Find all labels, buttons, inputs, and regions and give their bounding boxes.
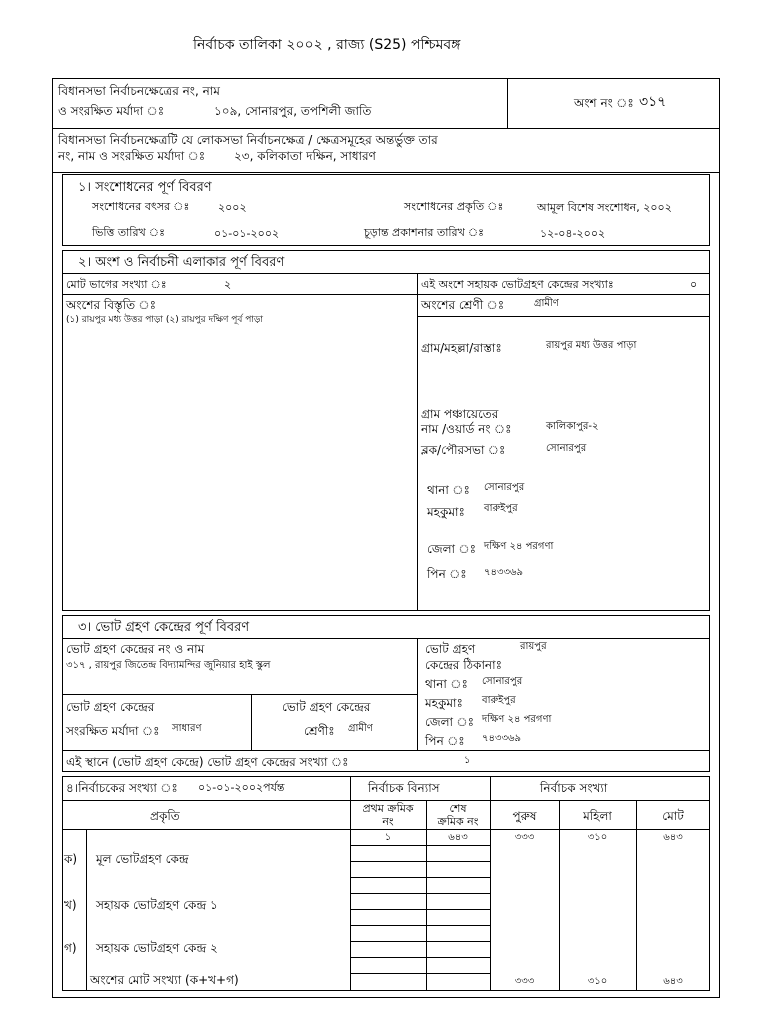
ac-value: ১০৯, সোনারপুর, তপশিলী জাতি [214,104,372,118]
col-last-serial-1: শেষ [449,802,467,815]
ps-category-label-2: শ্রেণীঃ [304,724,335,738]
ps3-district-label: জেলা ঃ [425,715,474,729]
pc-line1: বিধানসভা নির্বাচনক্ষেত্রটি যে লোকসভা নির্বাচনক্ষেত্র / ক্ষেত্রসমূহের অন্তর্ভুক্ত তার [58,133,438,147]
total-total: ৬৪৩ [663,976,683,987]
ps3-subdivision-value: বারুইপুর [482,695,516,706]
section3-heading: ৩। ভোট গ্রহণ কেন্দ্রের পূর্ণ বিবরণ [78,620,250,635]
col-female: মহিলা [583,809,612,823]
ps3-thana-label: থানা ঃ [425,677,468,691]
revision-nature-value: আমূল বিশেষ সংশোধন, ২০০২ [537,201,672,214]
base-date-value: ০১-০১-২০০২ [214,227,280,240]
gp-value: কালিকাপুর-২ [546,421,599,432]
row-female: ৩১০ [587,832,608,843]
distribution-heading: নির্বাচক বিন্যাস [368,781,440,795]
revision-year-label: সংশোধনের বৎসর ঃ [92,200,190,213]
part-label: অংশ নং ঃ [574,96,634,110]
aux-stations-label: এই অংশে সহায়ক ভোটগ্রহণ কেন্দ্রের সংখ্যাঃ [421,278,614,291]
row-label: সহায়ক ভোটগ্রহণ কেন্দ্র ১ [96,898,218,912]
total-parts-value: ২ [224,278,232,291]
ps-count-value: ১ [464,755,471,766]
ps-category-label-1: ভোট গ্রহণ কেন্দ্রের [282,700,371,714]
ps3-pin-value: ৭৪৩৩৬৯ [482,733,521,744]
pc-line2: নং, নাম ও সংরক্ষিত মর্যাদা ঃ [58,149,206,163]
section1-heading: ১। সংশোধনের পূর্ণ বিবরণ [78,180,212,195]
village-label: গ্রাম/মহল্লা/রাস্তাঃ [421,341,502,355]
ps-category-value: গ্রামীণ [348,723,373,734]
row-first-serial: ১ [384,832,392,843]
col-first-serial-2: নং [382,815,394,828]
col-first-serial-1: প্রথম ক্রমিক [362,802,414,815]
section2-box [62,250,710,611]
block-label: ব্লক/পৌরসভা ঃ [421,443,506,457]
ps-reserve-value: সাধারণ [172,723,202,734]
subdivision-label: মহকুমাঃ [427,505,465,519]
row-key: গ) [64,941,77,955]
total-parts-label: মোট ভাগের সংখ্যা ঃ [66,278,167,291]
ps-reserve-label-1: ভোট গ্রহণ কেন্দ্রের [66,700,155,714]
village-value: রায়পুর মধ্য উত্তর পাড়া [546,340,637,351]
ps-number-name-label: ভোট গ্রহণ কেন্দ্রের নং ও নাম [66,642,205,656]
subdivision-value: বারুইপুর [484,503,518,514]
ps3-pin-label: পিন ঃ [425,734,465,748]
part-category-value: গ্রামীণ [534,298,559,309]
total-female: ৩১০ [587,976,608,987]
row-male: ৩৩৩ [514,832,535,843]
revision-nature-label: সংশোধনের প্রকৃতি ঃ [404,200,504,213]
row-label: সহায়ক ভোটগ্রহণ কেন্দ্র ২ [96,941,218,955]
ps-value: সোনারপুর [484,482,525,493]
col-nature: প্রকৃতি [150,809,180,823]
final-publication-label: চূড়ান্ত প্রকাশনার তারিখ ঃ [364,226,485,239]
ps3-subdivision-label: মহকুমাঃ [425,696,463,710]
row-key: ক) [64,852,78,866]
ps3-district-value: দক্ষিণ ২৪ পরগণা [482,714,552,725]
ps-reserve-label-2: সংরক্ষিত মর্যাদা ঃ [66,724,160,738]
pin-label: পিন ঃ [427,567,467,581]
aux-stations-value: ০ [690,278,698,291]
gp-label-1: গ্রাম পঞ্চায়েতের [421,407,499,421]
block-value: সোনারপুর [546,443,587,454]
final-publication-value: ১২-০৪-২০০২ [540,227,606,240]
col-total: মোট [662,809,684,823]
row-last-serial: ৬৪৩ [448,832,468,843]
ac-reserve-label: ও সংরক্ষিত মর্যাদা ঃ [58,104,165,118]
part-extent-value: (১) রায়পুর মধ্য উত্তর পাড়া (২) রায়পুর দক্ষিণ পূর্ব পাড়া [66,315,264,325]
ps-address-label-1: ভোট গ্রহণ [425,642,476,656]
ac-label: বিধানসভা নির্বাচনক্ষেত্রের নং, নাম [58,84,220,98]
pin-value: ৭৪৩৩৬৯ [484,567,523,578]
section2-heading: ২। অংশ ও নির্বাচনী এলাকার পূর্ণ বিবরণ [78,255,285,270]
part-extent-label: অংশের বিস্তৃতি ঃ [66,298,157,312]
elector-count-heading: নির্বাচক সংখ্যা [540,781,608,795]
col-male: পুরুষ [512,809,537,823]
electors-as-on: ০১-০১-২০০২পর্যন্ত [198,781,285,794]
row-label: মূল ভোটগ্রহণ কেন্দ্র [96,852,189,866]
ps-number-name-value: ৩১৭ , রায়পুর জিতেন্দ্র বিদ্যামন্দির জুনিয়ার হাই স্কুল [66,660,271,671]
revision-year-value: ২০০২ [218,201,247,214]
ps3-thana-value: সোনারপুর [482,676,523,687]
section4-heading: ৪।নির্বাচকের সংখ্যা ঃ [66,781,178,795]
district-label: জেলা ঃ [427,542,476,556]
part-value: ৩১৭ [639,94,667,110]
total-row-label: অংশের মোট সংখ্যা (ক+খ+গ) [90,973,239,987]
pc-value: ২৩, কলিকাতা দক্ষিন, সাধারণ [234,149,376,163]
col-last-serial-2: ক্রমিক নং [437,815,479,828]
ps-address-label-2: কেন্দ্রের ঠিকানাঃ [425,658,502,672]
ps-address-value: রায়পুর [520,641,547,652]
ps-count-label: এই স্থানে (ভোট গ্রহণ কেন্দ্রে) ভোট গ্রহণ কেন্দ্রের সংখ্যা ঃ [66,755,349,769]
gp-label-2: নাম /ওয়ার্ড নং ঃ [421,422,512,436]
row-key: খ) [64,898,77,912]
district-value: দক্ষিণ ২৪ পরগণা [484,541,554,552]
total-male: ৩৩৩ [514,976,535,987]
part-category-label: অংশের শ্রেণী ঃ [421,298,505,312]
page-title: নির্বাচক তালিকা ২০০২ , রাজ্য (S25) পশ্চিমবঙ্গ [193,37,461,53]
ps-label: থানা ঃ [427,483,470,497]
row-total: ৬৪৩ [663,832,683,843]
base-date-label: ভিত্তি তারিখ ঃ [92,226,165,239]
